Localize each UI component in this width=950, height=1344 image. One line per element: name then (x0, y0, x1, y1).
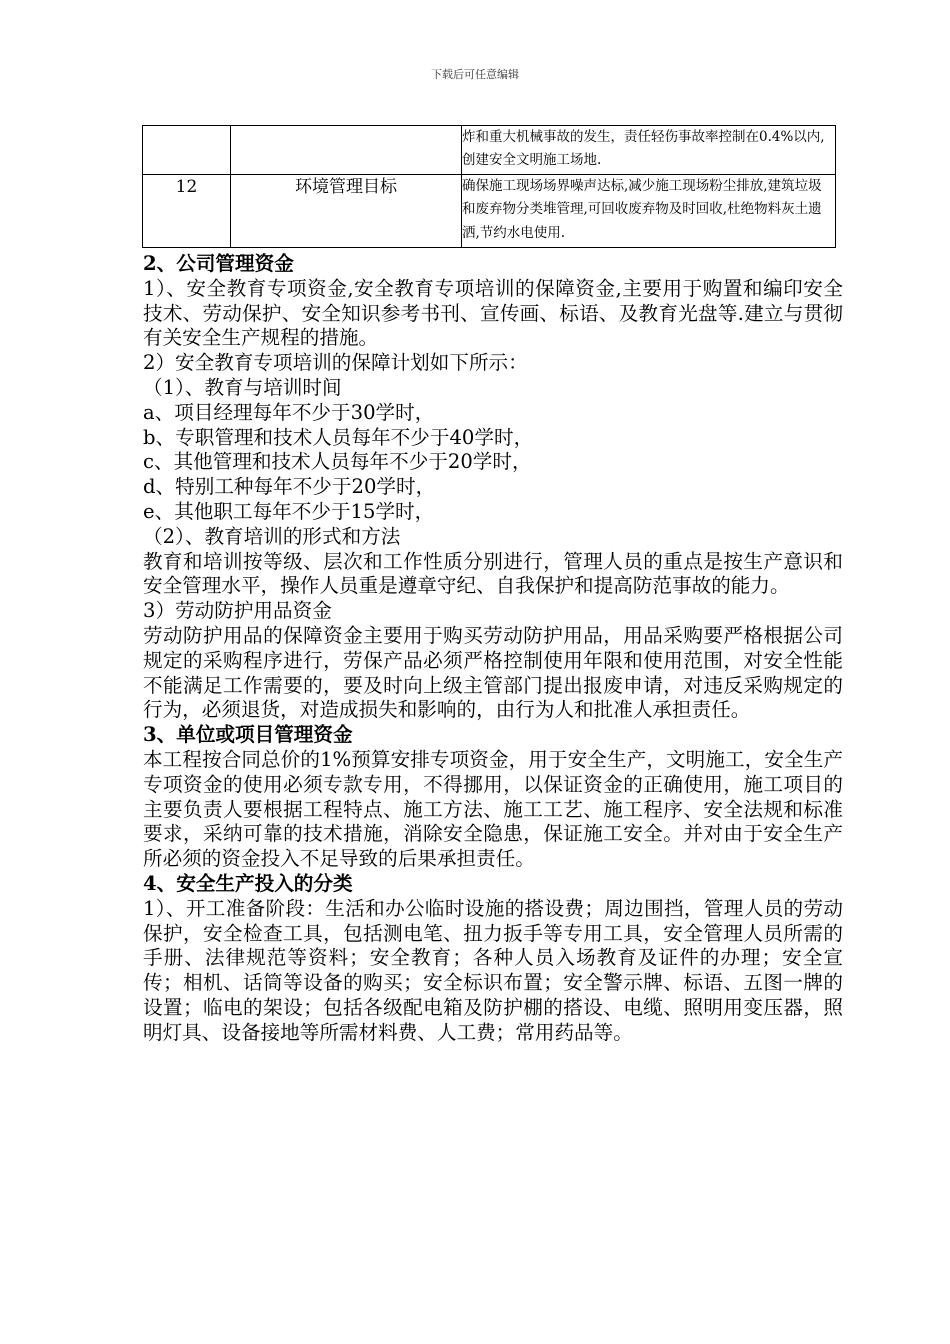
table-cell-item (231, 126, 462, 175)
page-header: 下载后可任意编辑 (431, 68, 519, 81)
section-heading: 2、公司管理资金 (143, 252, 294, 275)
paragraph: 2）安全教育专项培训的保障计划如下所示： (143, 351, 528, 375)
table-row (143, 175, 836, 248)
table-cell-number: 12 (143, 175, 231, 248)
section-heading: 4、安全生产投入的分类 (143, 871, 353, 895)
list-item: d、特别工种每年不少于20学时， (143, 475, 436, 499)
paragraph: 1）、开工准备阶段：生活和办公临时设施的搭设费；周边围挡，管理人员的劳动保护，安全检查工具，包括测电笔、扭力扳手等专用工具，安全管理人员所需的手册、法律规范等资料；安全教育；各种人员入场教育及证件的办理；安全宣传；相机、话筒等设备的购买；安全标识布置；安全警示牌、标语、五图一牌的设置；临电的架设；包括各级配电箱及防护棚的搭设、电缆、照明用变压器，照明灯具、设备接地等所需材料费、人工费；常用药品等。 (143, 896, 843, 1044)
table-cell-description: 炸和重大机械事故的发生，责任轻伤事故率控制在0.4%以内,创建安全文明施工场地. (462, 126, 836, 175)
table-cell-description: 确保施工现场场界噪声达标,减少施工现场粉尘排放,建筑垃圾和废弃物分类堆管理,可回收废弃物及时回收,杜绝物料灰土遗洒,节约水电使用. (462, 175, 836, 248)
table-row (143, 126, 836, 175)
list-item: c、其他管理和技术人员每年不少于20学时， (143, 450, 532, 474)
list-item: e、其他职工每年不少于15学时， (143, 499, 435, 523)
table-cell-number (143, 126, 231, 175)
paragraph: 劳动防护用品的保障资金主要用于购买劳动防护用品，用品采购要严格根据公司规定的采购程序进行，劳保产品必须严格控制使用年限和使用范围，对安全性能不能满足工作需要的，要及时向上级主管部门提出报废申请，对违反采购规定的行为，必须退货，对造成损失和影响的，由行为人和批准人承担责任。 (143, 623, 843, 722)
subheading: 3）劳动防护用品资金 (143, 599, 332, 623)
document-body (143, 252, 843, 1046)
paragraph: 教育和培训按等级、层次和工作性质分别进行，管理人员的重点是按生产意识和安全管理水平，操作人员重是遵章守纪、自我保护和提高防范事故的能力。 (143, 549, 843, 598)
list-item: b、专职管理和技术人员每年不少于40学时， (143, 425, 534, 449)
paragraph: 本工程按合同总价的1%预算安排专项资金，用于安全生产，文明施工，安全生产专项资金的使用必须专款专用，不得挪用，以保证资金的正确使用，施工项目的主要负责人要根据工程特点、施工方法、施工工艺、施工程序、安全法规和标准要求，采纳可靠的技术措施，消除安全隐患，保证施工安全。并对由于安全生产所必须的资金投入不足导致的后果承担责任。 (143, 747, 843, 871)
subheading: （1）、教育与培训时间 (143, 375, 342, 399)
targets-table (142, 125, 836, 248)
table-cell-item: 环境管理目标 (231, 175, 462, 248)
paragraph: 1）、安全教育专项资金,安全教育专项培训的保障资金,主要用于购置和编印安全技术、劳动保护、安全知识参考书刊、宣传画、标语、及教育光盘等.建立与贯彻有关安全生产规程的措施。 (143, 276, 843, 350)
subheading: （2）、教育培训的形式和方法 (143, 524, 401, 548)
section-heading: 3、单位或项目管理资金 (143, 723, 353, 747)
list-item: a、项目经理每年不少于30学时， (143, 400, 435, 424)
